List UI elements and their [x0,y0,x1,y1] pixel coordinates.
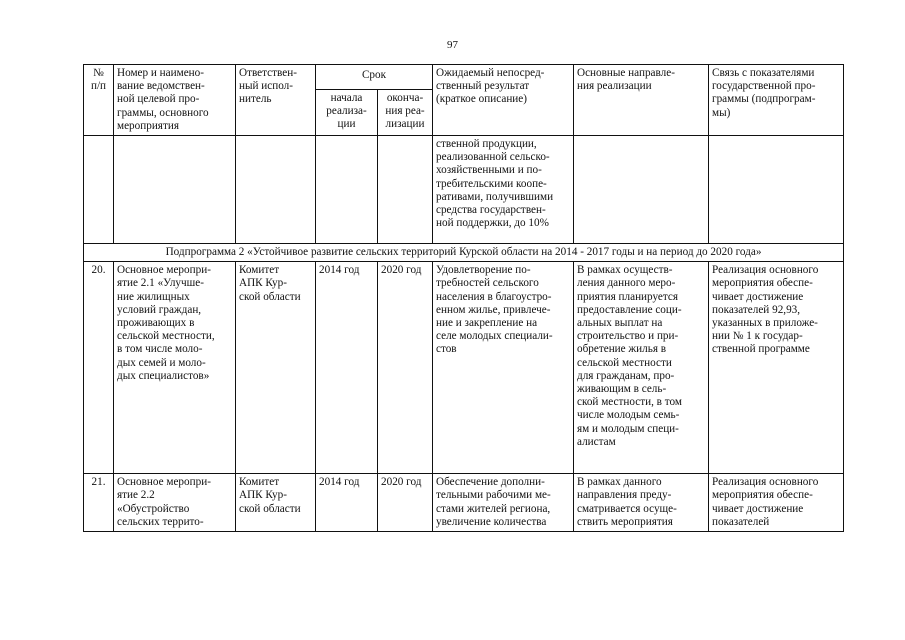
row-start: 2014 год [316,262,378,474]
cont-start [316,136,378,244]
header-start: начала реализа- ции [316,89,378,135]
header-num: № п/п [84,65,114,136]
header-expected-result: Ожидаемый непосред- ственный результат (краткое описание) [433,65,574,136]
page-number: 97 [447,39,458,51]
header-program-name: Номер и наимено- вание ведомствен- ной целевой про- граммы, основного мероприятия [114,65,236,136]
row-main-directions: В рамках данного направления преду- сматривается осуще- ствить мероприятия [574,474,709,532]
row-expected-result: Обеспечение дополни- тельными рабочими ме- стами жителей региона, увеличение количества [433,474,574,532]
header-indicator-link: Связь с показателями государственной про- граммы (подпрограм- мы) [709,65,844,136]
row-indicator-link: Реализация основного мероприятия обеспе- чивает достижение показателей [709,474,844,532]
row-start: 2014 год [316,474,378,532]
subprogram-title: Подпрограмма 2 «Устойчивое развитие сельских территорий Курской области на 2014 - 2017 годы и на период до 2020 года» [84,244,844,262]
row-program-name: Основное меропри- ятие 2.2 «Обустройство сельских террито- [114,474,236,532]
table-row-continuation [84,136,844,244]
cont-num [84,136,114,244]
row-num: 21. [84,474,114,532]
table-header-row [84,65,844,90]
cont-executor [236,136,316,244]
cont-end [378,136,433,244]
cont-directions [574,136,709,244]
table-row [84,262,844,474]
row-expected-result: Удовлетворение по- требностей сельского населения в благоустро- енном жилье, привлече- ние и закрепление на селе молодых специали- стов [433,262,574,474]
row-end: 2020 год [378,262,433,474]
program-activities-table [83,64,844,532]
row-executor: Комитет АПК Кур- ской области [236,474,316,532]
subprogram-row [84,244,844,262]
header-term: Срок [316,65,433,90]
header-executor: Ответствен- ный испол- нитель [236,65,316,136]
header-end: оконча- ния реа- лизации [378,89,433,135]
row-main-directions: В рамках осуществ- ления данного меро- приятия планируется предоставление соци- альных выплат на строительство и при- обретение жилья в сельской местности для гражданам, про- живающим в сель- ской местности, в том числе молодым семь- ям и молодым специ- алистам [574,262,709,474]
row-num: 20. [84,262,114,474]
table-row [84,474,844,532]
header-main-directions: Основные направле- ния реализации [574,65,709,136]
row-indicator-link: Реализация основного мероприятия обеспе- чивает достижение показателей 92,93, указанных в приложе- нии № 1 к государ- ственной программе [709,262,844,474]
row-program-name: Основное меропри- ятие 2.1 «Улучше- ние жилищных условий граждан, проживающих в сельской местности, в том числе моло- дых семей и моло- дых специалистов» [114,262,236,474]
cont-link [709,136,844,244]
row-end: 2020 год [378,474,433,532]
cont-result: ственной продукции, реализованной сельско- хозяйственными и по- требительскими коопе- ративами, получившими средства государствен- ной поддержки, до 10% [433,136,574,244]
cont-name [114,136,236,244]
row-executor: Комитет АПК Кур- ской области [236,262,316,474]
